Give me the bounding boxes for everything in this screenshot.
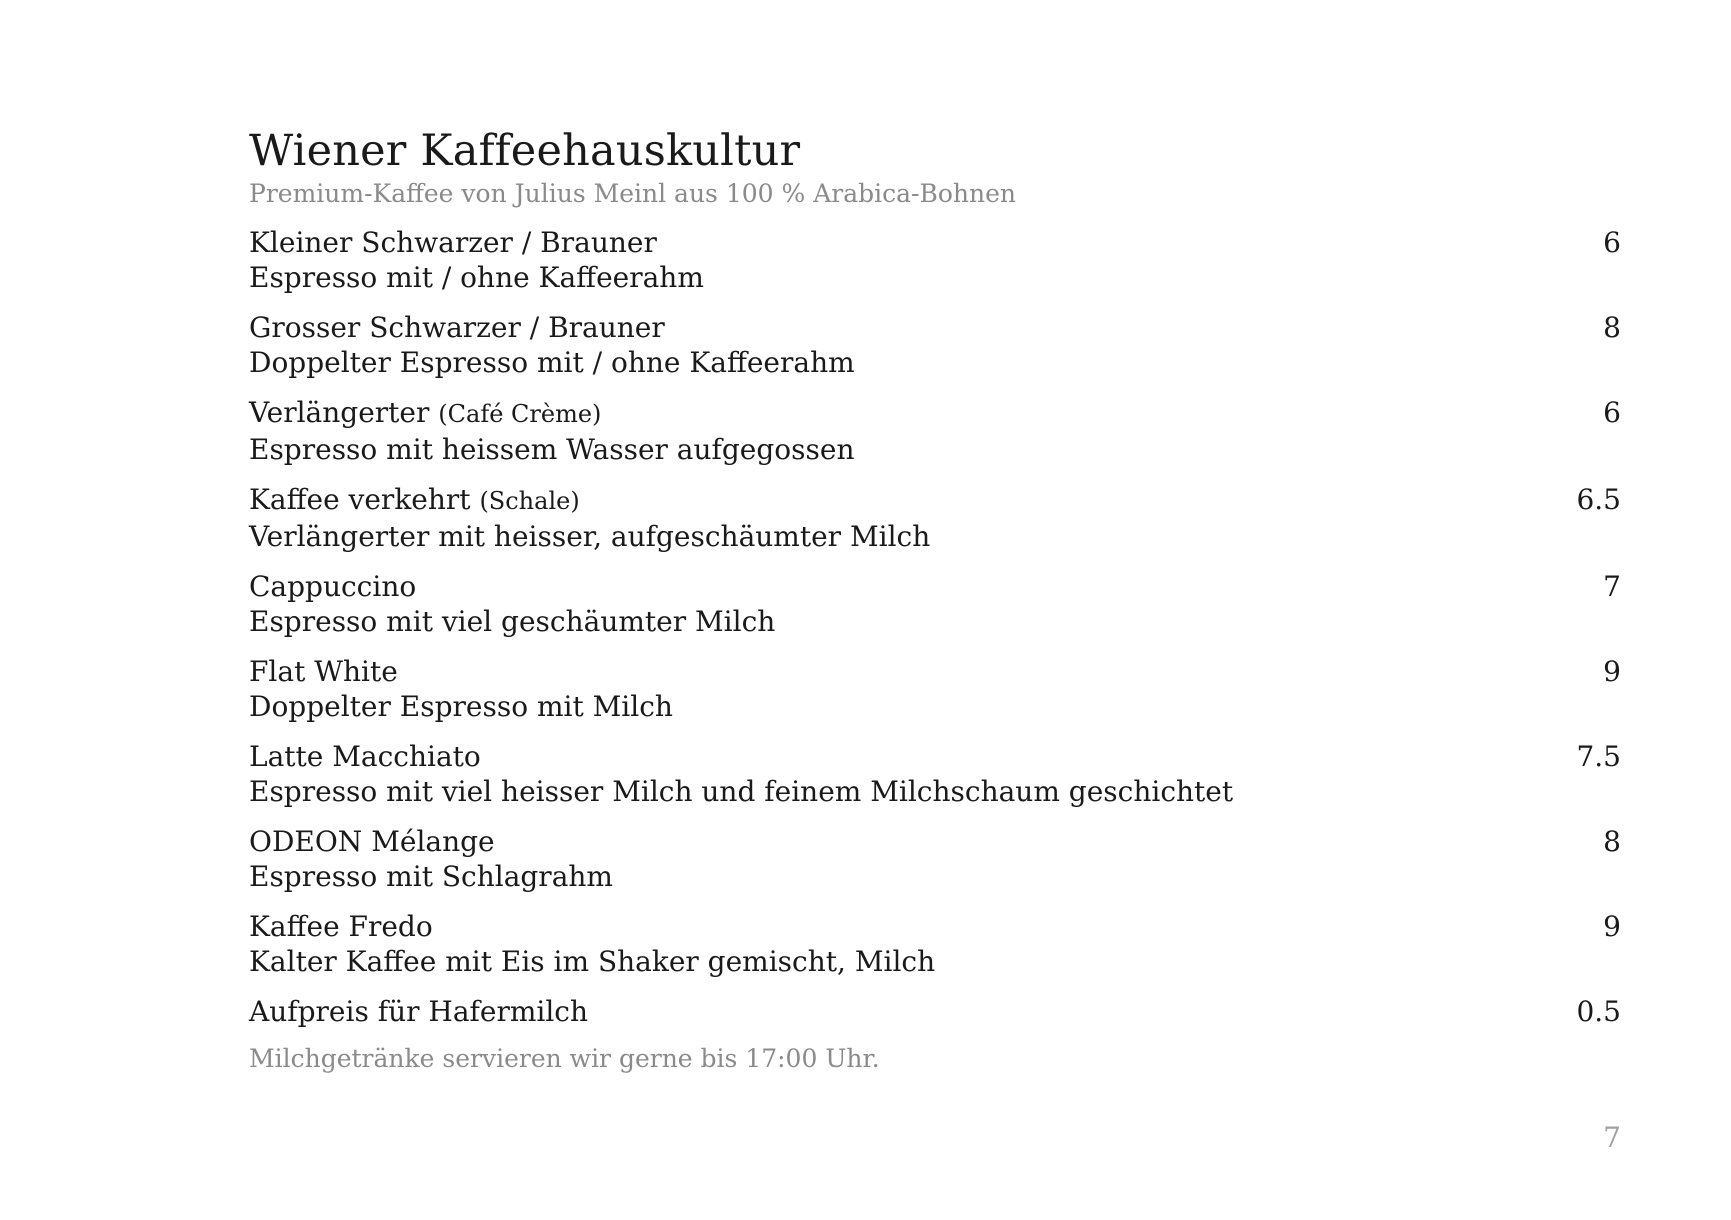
item-price: 8 (1603, 825, 1621, 858)
item-price: 7.5 (1576, 740, 1621, 773)
item-price: 6 (1603, 396, 1621, 429)
item-name: Kaffee verkehrt (Schale) (249, 483, 580, 516)
page-subtitle: Premium-Kaffee von Julius Meinl aus 100 % Arabica-Bohnen (249, 179, 1016, 208)
item-description: Espresso mit Schlagrahm (249, 860, 613, 893)
item-description: Espresso mit / ohne Kaffeerahm (249, 261, 704, 294)
page-number: 7 (1603, 1121, 1621, 1154)
menu-item (249, 569, 1621, 639)
item-name: Verlängerter (Café Crème) (249, 396, 602, 429)
menu-item (249, 310, 1621, 380)
menu-list (249, 225, 1621, 1029)
menu-item (249, 482, 1621, 554)
item-description: Kalter Kaffee mit Eis im Shaker gemischt, Milch (249, 945, 936, 978)
item-price: 9 (1603, 655, 1621, 688)
item-name: Aufpreis für Hafermilch (249, 995, 589, 1028)
item-price: 6 (1603, 226, 1621, 259)
menu-item (249, 654, 1621, 724)
item-note: (Café Crème) (438, 400, 602, 428)
item-description: Verlängerter mit heisser, aufgeschäumter Milch (249, 520, 931, 553)
item-name: Cappuccino (249, 570, 417, 603)
item-description: Espresso mit viel heisser Milch und feinem Milchschaum geschichtet (249, 775, 1234, 808)
menu-item (249, 994, 1621, 1029)
menu-item (249, 225, 1621, 295)
menu-item (249, 909, 1621, 979)
footnote: Milchgetränke servieren wir gerne bis 17:00 Uhr. (249, 1044, 880, 1073)
menu-item (249, 824, 1621, 894)
item-description: Doppelter Espresso mit / ohne Kaffeerahm (249, 346, 855, 379)
item-description: Espresso mit viel geschäumter Milch (249, 605, 776, 638)
menu-page (249, 125, 1621, 1074)
item-name: ODEON Mélange (249, 825, 495, 858)
menu-item (249, 395, 1621, 467)
item-note: (Schale) (479, 487, 580, 515)
item-description: Doppelter Espresso mit Milch (249, 690, 673, 723)
item-price: 9 (1603, 910, 1621, 943)
item-name: Kaffee Fredo (249, 910, 433, 943)
menu-item (249, 739, 1621, 809)
item-name: Flat White (249, 655, 398, 688)
item-price: 8 (1603, 311, 1621, 344)
item-price: 0.5 (1576, 995, 1621, 1028)
item-name: Kleiner Schwarzer / Brauner (249, 226, 657, 259)
item-description: Espresso mit heissem Wasser aufgegossen (249, 433, 855, 466)
item-price: 6.5 (1576, 483, 1621, 516)
page-title: Wiener Kaffeehauskultur (249, 126, 801, 176)
item-price: 7 (1603, 570, 1621, 603)
item-name: Latte Macchiato (249, 740, 481, 773)
item-name: Grosser Schwarzer / Brauner (249, 311, 665, 344)
